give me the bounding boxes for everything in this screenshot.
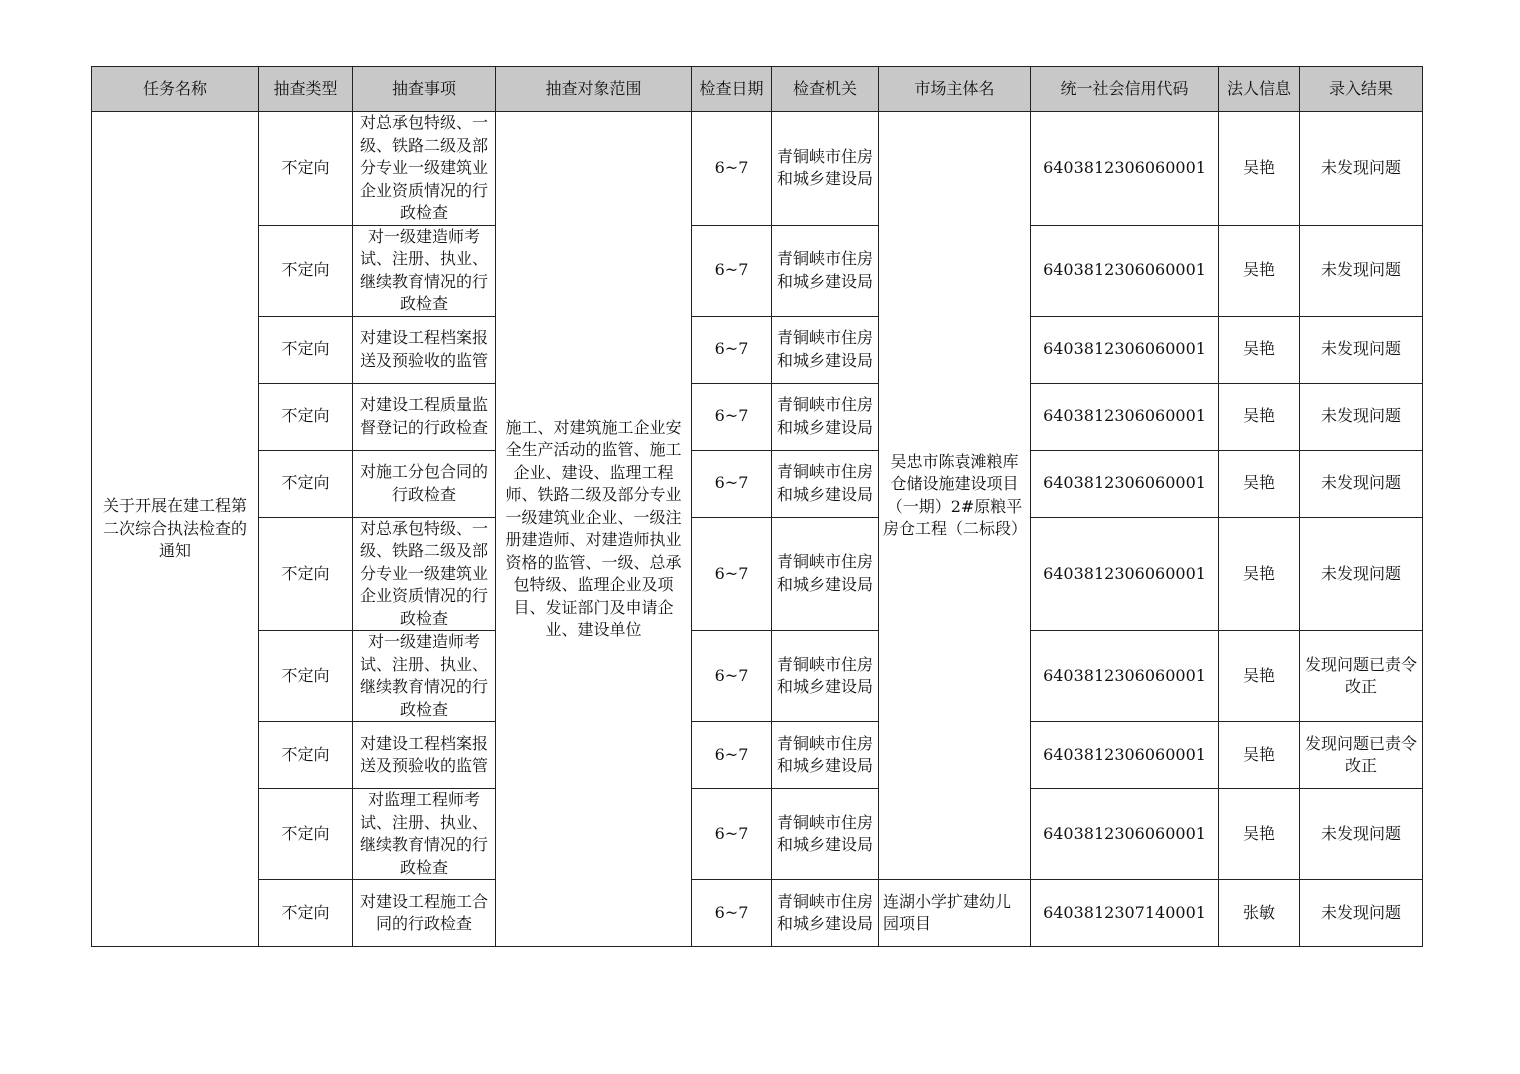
table-row	[92, 112, 1423, 226]
agency-cell: 青铜峡市住房和城乡建设局	[772, 722, 879, 789]
header-row	[92, 67, 1423, 112]
header-scope: 抽查对象范围	[496, 67, 692, 112]
agency-cell: 青铜峡市住房和城乡建设局	[772, 112, 879, 226]
check-type-cell: 不定向	[259, 225, 353, 316]
scope-cell: 施工、对建筑施工企业安全生产活动的监管、施工企业、建设、监理工程师、铁路二级及部分专业一级建筑业企业、一级注册建造师、对建造师执业资格的监管、一级、总承包特级、监理企业及项目、发证部门及申请企业、建设单位	[496, 112, 692, 947]
legal-person-cell: 吴艳	[1219, 722, 1300, 789]
check-type-cell: 不定向	[259, 316, 353, 383]
credit-code-cell: 6403812306060001	[1031, 517, 1219, 631]
credit-code-cell: 6403812306060001	[1031, 722, 1219, 789]
check-item-cell: 对总承包特级、一级、铁路二级及部分专业一级建筑业企业资质情况的行政检查	[353, 112, 496, 226]
date-cell: 6~7	[692, 631, 772, 722]
agency-cell: 青铜峡市住房和城乡建设局	[772, 316, 879, 383]
check-item-cell: 对建设工程质量监督登记的行政检查	[353, 383, 496, 450]
header-agency: 检查机关	[772, 67, 879, 112]
table-row	[92, 383, 1423, 450]
result-cell: 未发现问题	[1300, 517, 1423, 631]
date-cell: 6~7	[692, 722, 772, 789]
result-cell: 未发现问题	[1300, 789, 1423, 880]
legal-person-cell: 张敏	[1219, 880, 1300, 947]
check-item-cell: 对一级建造师考试、注册、执业、继续教育情况的行政检查	[353, 631, 496, 722]
credit-code-cell: 6403812307140001	[1031, 880, 1219, 947]
result-cell: 未发现问题	[1300, 225, 1423, 316]
date-cell: 6~7	[692, 225, 772, 316]
legal-person-cell: 吴艳	[1219, 631, 1300, 722]
table-row	[92, 316, 1423, 383]
header-result: 录入结果	[1300, 67, 1423, 112]
date-cell: 6~7	[692, 383, 772, 450]
table-row	[92, 450, 1423, 517]
agency-cell: 青铜峡市住房和城乡建设局	[772, 631, 879, 722]
result-cell: 发现问题已责令改正	[1300, 631, 1423, 722]
date-cell: 6~7	[692, 789, 772, 880]
header-task-name: 任务名称	[92, 67, 259, 112]
check-type-cell: 不定向	[259, 631, 353, 722]
header-check-type: 抽查类型	[259, 67, 353, 112]
credit-code-cell: 6403812306060001	[1031, 316, 1219, 383]
check-item-cell: 对监理工程师考试、注册、执业、继续教育情况的行政检查	[353, 789, 496, 880]
entity-cell: 吴忠市陈袁滩粮库仓储设施建设项目（一期）2#原粮平房仓工程（二标段）	[879, 112, 1031, 880]
agency-cell: 青铜峡市住房和城乡建设局	[772, 225, 879, 316]
credit-code-cell: 6403812306060001	[1031, 383, 1219, 450]
legal-person-cell: 吴艳	[1219, 450, 1300, 517]
date-cell: 6~7	[692, 450, 772, 517]
table-row	[92, 631, 1423, 722]
header-credit-code: 统一社会信用代码	[1031, 67, 1219, 112]
table-row	[92, 517, 1423, 631]
check-item-cell: 对总承包特级、一级、铁路二级及部分专业一级建筑业企业资质情况的行政检查	[353, 517, 496, 631]
header-legal-person: 法人信息	[1219, 67, 1300, 112]
result-cell: 未发现问题	[1300, 450, 1423, 517]
result-cell: 未发现问题	[1300, 880, 1423, 947]
credit-code-cell: 6403812306060001	[1031, 450, 1219, 517]
legal-person-cell: 吴艳	[1219, 225, 1300, 316]
result-cell: 未发现问题	[1300, 112, 1423, 226]
result-cell: 未发现问题	[1300, 316, 1423, 383]
legal-person-cell: 吴艳	[1219, 789, 1300, 880]
date-cell: 6~7	[692, 112, 772, 226]
date-cell: 6~7	[692, 517, 772, 631]
date-cell: 6~7	[692, 316, 772, 383]
agency-cell: 青铜峡市住房和城乡建设局	[772, 450, 879, 517]
check-type-cell: 不定向	[259, 789, 353, 880]
header-entity: 市场主体名	[879, 67, 1031, 112]
legal-person-cell: 吴艳	[1219, 112, 1300, 226]
check-item-cell: 对施工分包合同的行政检查	[353, 450, 496, 517]
inspection-table	[91, 66, 1423, 947]
credit-code-cell: 6403812306060001	[1031, 631, 1219, 722]
header-date: 检查日期	[692, 67, 772, 112]
legal-person-cell: 吴艳	[1219, 383, 1300, 450]
check-type-cell: 不定向	[259, 450, 353, 517]
result-cell: 未发现问题	[1300, 383, 1423, 450]
check-item-cell: 对建设工程档案报送及预验收的监管	[353, 722, 496, 789]
check-type-cell: 不定向	[259, 722, 353, 789]
legal-person-cell: 吴艳	[1219, 316, 1300, 383]
credit-code-cell: 6403812306060001	[1031, 112, 1219, 226]
credit-code-cell: 6403812306060001	[1031, 225, 1219, 316]
table-row	[92, 880, 1423, 947]
agency-cell: 青铜峡市住房和城乡建设局	[772, 517, 879, 631]
task-name-cell: 关于开展在建工程第二次综合执法检查的通知	[92, 112, 259, 947]
check-item-cell: 对建设工程施工合同的行政检查	[353, 880, 496, 947]
check-type-cell: 不定向	[259, 517, 353, 631]
legal-person-cell: 吴艳	[1219, 517, 1300, 631]
check-item-cell: 对建设工程档案报送及预验收的监管	[353, 316, 496, 383]
header-check-item: 抽查事项	[353, 67, 496, 112]
check-type-cell: 不定向	[259, 880, 353, 947]
table-row	[92, 789, 1423, 880]
result-cell: 发现问题已责令改正	[1300, 722, 1423, 789]
check-type-cell: 不定向	[259, 112, 353, 226]
agency-cell: 青铜峡市住房和城乡建设局	[772, 880, 879, 947]
date-cell: 6~7	[692, 880, 772, 947]
entity-cell: 连湖小学扩建幼儿园项目	[879, 880, 1031, 947]
check-type-cell: 不定向	[259, 383, 353, 450]
table-row	[92, 722, 1423, 789]
agency-cell: 青铜峡市住房和城乡建设局	[772, 383, 879, 450]
check-item-cell: 对一级建造师考试、注册、执业、继续教育情况的行政检查	[353, 225, 496, 316]
agency-cell: 青铜峡市住房和城乡建设局	[772, 789, 879, 880]
credit-code-cell: 6403812306060001	[1031, 789, 1219, 880]
table-row	[92, 225, 1423, 316]
